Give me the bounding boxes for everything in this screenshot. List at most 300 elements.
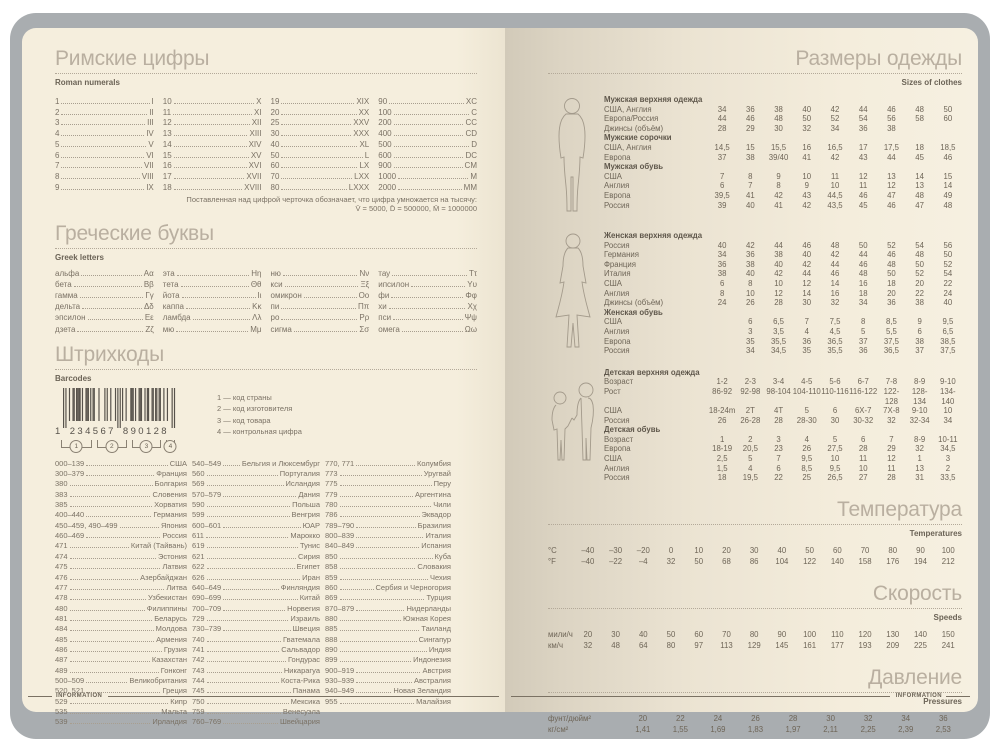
roman-row	[163, 97, 262, 108]
size-value: 14	[830, 278, 840, 288]
greek-key: омикрон	[270, 290, 302, 300]
roman-value: III	[147, 118, 154, 128]
country-column	[325, 459, 451, 728]
roman-value: XIX	[356, 97, 370, 106]
dotted-leader	[61, 146, 146, 147]
size-value: 37,5	[940, 346, 956, 356]
roman-value: XL	[359, 139, 370, 149]
dotted-leader	[174, 189, 243, 190]
roman-row	[271, 129, 370, 140]
greek-column	[55, 268, 154, 335]
roman-row	[163, 151, 262, 162]
speed-value: 130	[886, 629, 900, 639]
size-value: 41	[745, 190, 755, 200]
country-key: 930–939	[325, 675, 355, 685]
children-figure	[548, 368, 604, 483]
greek-key: омега	[378, 324, 400, 334]
country-row	[55, 552, 187, 562]
roman-value: XC	[465, 97, 477, 106]
greek-value: Ηη	[251, 268, 262, 278]
pressure-value: 2,25	[860, 724, 876, 734]
country-value: Гондурас	[287, 655, 320, 665]
speed-value: 32	[583, 640, 593, 650]
size-value: 7-8	[885, 377, 898, 387]
dotted-leader	[70, 723, 151, 724]
size-row-label: Возраст	[604, 434, 634, 444]
greek-value: Ρρ	[359, 313, 370, 323]
size-value: 10	[802, 171, 812, 181]
size-value: 38	[745, 259, 755, 269]
temperature-value: 20	[722, 545, 731, 555]
country-key: 476	[55, 572, 68, 582]
size-section-header: Женская верхняя одежда	[604, 231, 703, 240]
size-value: 43,5	[827, 200, 843, 210]
size-value: 39	[717, 200, 727, 210]
size-value: 10	[943, 406, 953, 416]
country-key: 640–649	[192, 582, 222, 592]
size-value: 52	[915, 269, 924, 279]
size-value: 48	[774, 114, 783, 124]
size-row	[604, 473, 962, 483]
country-row	[55, 593, 187, 603]
dotted-leader	[61, 114, 147, 115]
roman-value: X	[256, 97, 262, 106]
dotted-leader	[70, 713, 160, 714]
roman-row	[378, 129, 477, 140]
roman-key: 20	[270, 107, 280, 117]
size-value: 46	[858, 259, 868, 269]
temperature-value: 30	[749, 545, 759, 555]
country-key: 380	[55, 479, 68, 489]
size-value: 13	[887, 171, 896, 181]
size-value: 8-9	[914, 377, 926, 387]
country-row	[192, 521, 320, 531]
size-value: 7	[748, 181, 753, 191]
pressure-row-label: кг/см²	[548, 724, 569, 734]
dotted-leader	[340, 661, 412, 662]
country-value: Чили	[433, 500, 451, 510]
dotted-leader	[281, 146, 357, 147]
roman-key: 1000	[378, 171, 397, 181]
dotted-leader	[70, 672, 159, 673]
country-row	[192, 562, 320, 572]
dotted-leader	[77, 331, 143, 332]
country-row	[325, 573, 451, 583]
size-row	[604, 346, 962, 356]
size-value: 30-32	[853, 415, 874, 425]
dotted-leader	[356, 672, 420, 673]
size-value: 48	[915, 104, 924, 114]
greek-row	[55, 301, 154, 312]
greek-row	[378, 290, 477, 301]
size-value: 43	[802, 190, 812, 200]
roman-key: 9	[55, 182, 60, 192]
country-row	[325, 562, 451, 572]
size-row	[604, 191, 962, 201]
temperature-value: –22	[609, 556, 623, 566]
right-page-footer	[505, 693, 978, 699]
dotted-leader	[207, 713, 281, 714]
size-row-label: Возраст	[604, 377, 634, 387]
roman-key: 12	[162, 118, 172, 128]
dotted-leader	[207, 568, 295, 569]
dotted-leader	[193, 319, 251, 320]
country-row	[192, 500, 320, 510]
dotted-leader	[356, 465, 415, 466]
size-row	[604, 406, 962, 416]
pressure-value: 1,41	[635, 724, 651, 734]
greek-row	[271, 301, 370, 312]
barcode-bars-image	[55, 388, 181, 428]
country-key: 480	[55, 603, 68, 613]
dotted-leader	[281, 319, 357, 320]
roman-value: CD	[465, 129, 477, 139]
country-value: Словакия	[417, 562, 451, 572]
country-key: 481	[55, 613, 68, 623]
size-value: 16	[830, 288, 840, 298]
mens-sizes-table	[604, 95, 962, 218]
size-value: 7,5	[829, 317, 841, 327]
country-row	[55, 469, 187, 479]
temperature-subtitle: Temperatures	[909, 528, 962, 538]
dotted-leader	[207, 547, 298, 548]
country-row	[325, 614, 451, 624]
roman-key: 6	[55, 150, 60, 160]
divider	[548, 608, 962, 609]
size-value: 33,5	[940, 473, 956, 483]
bracket-number-2: 2	[105, 440, 118, 453]
size-value: 42	[774, 190, 783, 200]
size-value: 10	[774, 278, 783, 288]
size-row-label: США, Англия	[604, 104, 652, 114]
temperature-value: 68	[722, 556, 731, 566]
size-value: 26	[745, 298, 755, 308]
size-value: 4	[804, 326, 809, 336]
roman-numerals-table	[55, 97, 477, 193]
roman-key: 30	[270, 129, 280, 139]
size-value: 4,5	[829, 326, 841, 336]
size-row	[604, 289, 962, 299]
dotted-leader	[394, 146, 470, 147]
size-value: 40	[745, 200, 755, 210]
country-row	[325, 666, 451, 676]
pressure-value: 32	[863, 713, 873, 723]
size-value: 48	[915, 250, 924, 260]
pressure-value: 1,97	[785, 724, 801, 734]
size-value: 92-98	[740, 386, 761, 396]
roman-value: XIV	[248, 139, 262, 149]
dotted-leader	[174, 135, 248, 136]
greek-key: мю	[162, 324, 175, 334]
dotted-leader	[207, 641, 282, 642]
speed-value: 64	[638, 640, 648, 650]
greek-value: Ιι	[257, 290, 262, 300]
size-value: 28	[717, 123, 727, 133]
size-row-label: Европа	[604, 336, 631, 346]
temperature-value: 212	[941, 556, 955, 566]
country-row	[325, 469, 451, 479]
country-value: Швейцария	[279, 717, 320, 727]
size-value: 37	[915, 346, 924, 356]
country-key: 940–949	[325, 686, 355, 696]
dotted-leader	[391, 297, 463, 298]
greek-row	[163, 312, 262, 323]
size-value: 6	[861, 434, 866, 444]
roman-value: D	[471, 139, 477, 149]
country-value: Аргентина	[415, 489, 451, 499]
greek-key: эпсилон	[55, 313, 86, 323]
country-key: 744	[192, 675, 205, 685]
size-value: 6	[832, 406, 838, 416]
size-value: 44	[774, 240, 783, 250]
size-row	[604, 105, 962, 115]
country-value: ЮАР	[302, 520, 320, 530]
temperature-value: –30	[609, 545, 623, 555]
speed-value: 161	[803, 640, 817, 650]
country-key: 383	[55, 489, 68, 499]
size-value: 38	[887, 123, 896, 133]
size-row-label: Италия	[604, 269, 631, 279]
barcode	[55, 388, 181, 454]
temperature-value: 50	[694, 556, 704, 566]
dotted-leader	[181, 286, 249, 287]
dotted-leader	[207, 651, 280, 652]
dotted-leader	[70, 630, 154, 631]
size-value: 20,5	[742, 444, 758, 454]
country-key: 858	[325, 562, 338, 572]
size-value: 27	[858, 473, 868, 483]
size-value: 32-34	[909, 415, 930, 425]
speed-value: 120	[858, 629, 872, 639]
country-row	[55, 666, 187, 676]
greek-value: Ζζ	[145, 324, 154, 334]
size-value: 39/40	[768, 152, 789, 162]
country-key: 869	[325, 593, 338, 603]
greek-row	[55, 312, 154, 323]
size-value: 28	[858, 444, 868, 454]
dotted-leader	[81, 275, 141, 276]
roman-key: 1	[55, 97, 60, 106]
greek-row	[55, 279, 154, 290]
roman-row	[55, 183, 154, 194]
country-key: 611	[192, 531, 204, 541]
size-value: 5	[748, 454, 753, 464]
left-page	[22, 28, 505, 727]
size-value: 36	[887, 298, 896, 308]
size-value: 98-104	[766, 386, 791, 396]
temperature-value: 32	[666, 556, 676, 566]
roman-row	[163, 118, 262, 129]
size-value: 7X-8	[883, 406, 900, 416]
temperature-value: 10	[694, 545, 704, 555]
roman-value: XVIII	[244, 182, 262, 192]
size-value: 46	[887, 104, 896, 114]
country-key: 460–469	[55, 531, 85, 541]
temperature-value: 122	[803, 556, 817, 566]
greek-key: гамма	[55, 290, 78, 300]
size-value: 9,5	[942, 317, 954, 327]
size-row	[604, 114, 962, 124]
speed-value: 20	[583, 629, 593, 639]
country-value: Мальта	[161, 706, 187, 716]
dotted-leader	[207, 672, 282, 673]
country-row	[192, 573, 320, 583]
size-value: 15	[745, 142, 755, 152]
size-value: 44	[887, 152, 896, 162]
size-value: 25	[802, 473, 812, 483]
size-value: 11	[859, 181, 868, 191]
size-section-header: Мужские сорочки	[604, 133, 672, 143]
dotted-leader	[281, 167, 357, 168]
roman-column	[55, 97, 154, 193]
speed-value: 209	[886, 640, 900, 650]
size-row-label: США	[604, 317, 622, 327]
dotted-leader	[70, 589, 165, 590]
country-row	[325, 593, 451, 603]
divider	[548, 73, 962, 74]
temperature-value: –40	[581, 545, 595, 555]
roman-row	[378, 140, 477, 151]
greek-key: фи	[378, 290, 390, 300]
size-value: 47	[887, 190, 896, 200]
speed-value: 80	[666, 640, 676, 650]
country-value: Тунис	[300, 541, 320, 551]
size-value: 46	[830, 269, 840, 279]
size-row	[604, 464, 962, 474]
country-value: Иран	[302, 572, 320, 582]
size-value: 1-2	[716, 377, 728, 387]
roman-value: XVI	[248, 161, 262, 171]
country-value: Грузия	[163, 644, 187, 654]
country-key: 742	[192, 655, 205, 665]
country-value: Исландия	[285, 479, 320, 489]
size-value: 6-7	[857, 377, 869, 387]
size-row	[604, 454, 962, 464]
country-key: 743	[192, 665, 205, 675]
size-value: 6	[719, 278, 725, 288]
country-row	[325, 583, 451, 593]
man-silhouette-icon	[548, 95, 600, 213]
greek-key: пси	[378, 313, 392, 323]
dotted-leader	[281, 157, 362, 158]
womens-sizes-group	[548, 231, 962, 356]
size-row-label: Рост	[604, 386, 621, 396]
dotted-leader	[207, 506, 291, 507]
size-value: 41	[774, 200, 783, 210]
bracket-number-4: 4	[164, 440, 177, 453]
country-row	[55, 614, 187, 624]
size-value: 5-6	[829, 377, 841, 387]
dotted-leader	[174, 124, 250, 125]
country-key: 890	[325, 644, 338, 654]
dotted-leader	[70, 547, 129, 548]
dotted-leader	[356, 527, 415, 528]
size-value: 134-140	[940, 386, 956, 406]
dotted-leader	[207, 620, 289, 621]
size-value: 5	[861, 326, 866, 336]
country-value: Уругвай	[423, 469, 451, 479]
size-value: 46	[802, 240, 812, 250]
bracket-check-digit	[166, 440, 175, 448]
country-key: 600–601	[192, 520, 222, 530]
dotted-leader	[86, 475, 154, 476]
size-value: 40	[802, 250, 812, 260]
greek-value: Θθ	[250, 279, 262, 289]
roman-row	[55, 172, 154, 183]
barcode-legend-item: 2 — код изготовителя	[217, 404, 293, 414]
country-value: Молдова	[155, 624, 187, 634]
size-value: 9,5	[801, 454, 813, 464]
size-value: 56	[887, 114, 896, 124]
country-key: 786	[325, 510, 338, 520]
size-value: 48	[858, 269, 868, 279]
greek-row	[271, 324, 370, 335]
size-value: 4T	[773, 406, 784, 416]
dotted-leader	[394, 157, 464, 158]
roman-key: 500	[378, 139, 392, 149]
size-value: 17,5	[883, 142, 900, 152]
temperature-value: 0	[668, 545, 674, 555]
size-row	[604, 153, 962, 163]
dotted-leader	[174, 178, 245, 179]
country-key: 529	[55, 696, 68, 706]
size-value: 18,5	[940, 142, 956, 152]
country-key: 475	[55, 562, 68, 572]
roman-row	[271, 151, 370, 162]
greek-value: Οο	[358, 290, 370, 300]
roman-value: XXV	[353, 118, 370, 128]
size-value: 52	[943, 259, 953, 269]
size-value: 16	[802, 142, 812, 152]
country-value: Колумбия	[416, 458, 451, 468]
dotted-leader	[70, 558, 156, 559]
dotted-leader	[223, 610, 285, 611]
country-key: 400–440	[55, 510, 85, 520]
country-value: Казахстан	[151, 655, 187, 665]
size-row	[604, 444, 962, 454]
size-value: 36	[858, 123, 868, 133]
size-value: 31	[915, 473, 924, 483]
size-value: 2,5	[716, 454, 728, 464]
country-value: Марокко	[290, 531, 320, 541]
dotted-leader	[207, 475, 278, 476]
greek-row	[163, 268, 262, 279]
country-row	[325, 645, 451, 655]
greek-key: сигма	[270, 324, 292, 334]
country-value: Хорватия	[154, 500, 187, 510]
size-value: 7	[719, 171, 725, 181]
sizes-subtitle: Sizes of clothes	[901, 78, 962, 87]
country-row	[325, 510, 451, 520]
dotted-leader	[207, 579, 301, 580]
dotted-leader	[392, 275, 467, 276]
size-value: 13	[915, 463, 924, 473]
speed-value: 40	[638, 629, 648, 639]
size-value: 26-28	[740, 415, 761, 425]
barcode-diagram	[55, 388, 477, 454]
size-row	[604, 279, 962, 289]
dotted-leader	[283, 275, 358, 276]
size-row-label: Франция	[604, 259, 636, 269]
size-value: 50	[858, 240, 868, 250]
dotted-leader	[223, 723, 278, 724]
roman-key: 2	[55, 107, 60, 117]
dotted-leader	[174, 146, 247, 147]
greek-value: Ξξ	[360, 279, 370, 289]
greek-key: дзета	[55, 324, 76, 334]
country-key: 489	[55, 665, 68, 675]
country-value: Финляндия	[280, 582, 320, 592]
